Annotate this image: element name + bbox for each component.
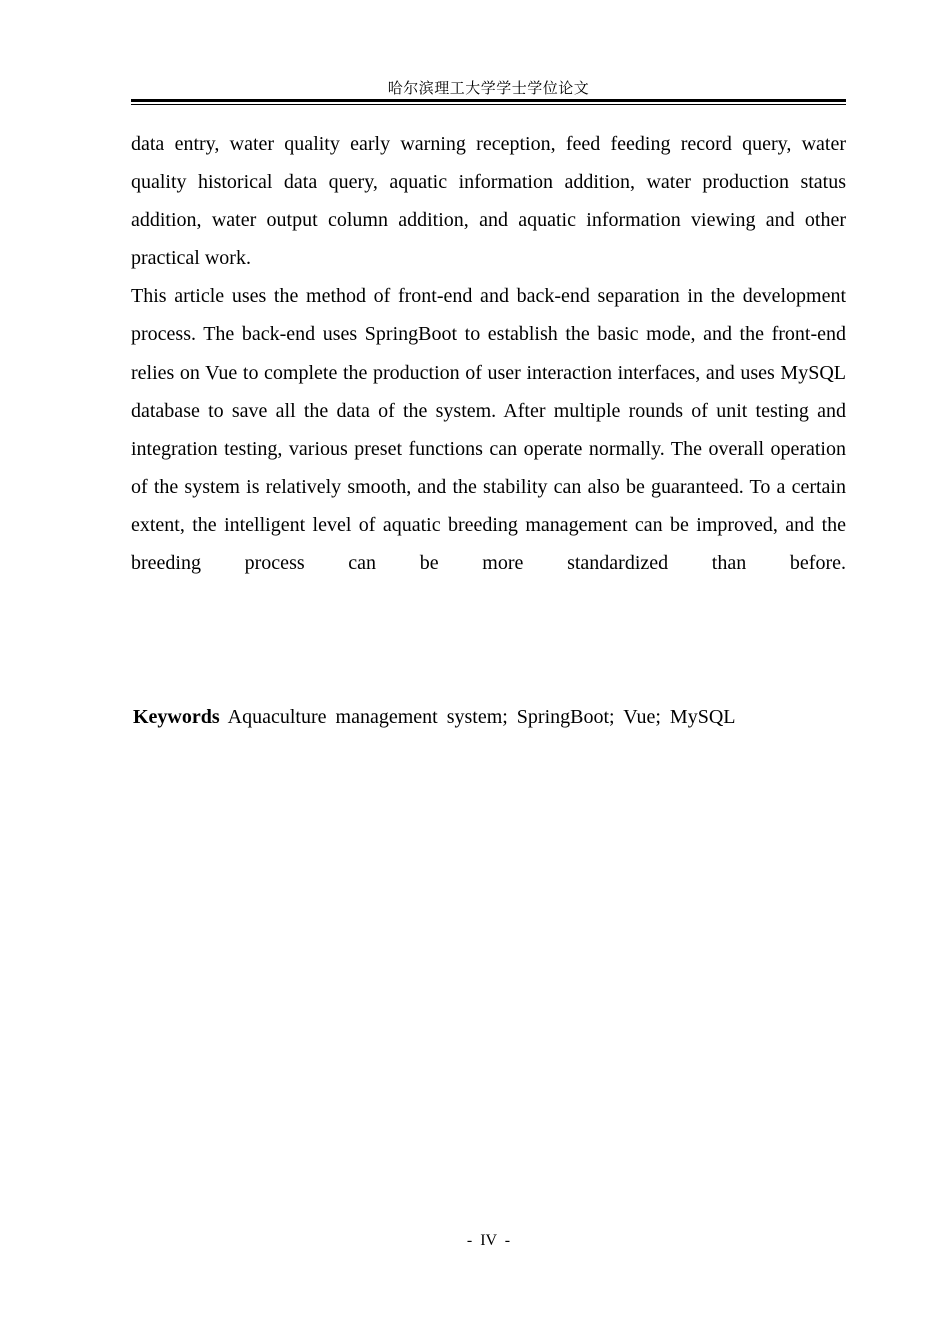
keywords-line	[133, 700, 846, 734]
header-rule-thin	[131, 104, 846, 105]
keywords-label: Keywords	[133, 706, 220, 728]
abstract-paragraph-1: data entry, water quality early warning reception, feed feeding record query, water quality historical data query, aquatic information addition, water production status addition, water output column addition, and aquatic information viewing and other practical work.	[131, 133, 846, 270]
page-number: - IV -	[466, 1232, 511, 1249]
running-header: 哈尔滨理工大学学士学位论文	[387, 79, 590, 97]
abstract-body	[131, 125, 846, 582]
header-rule-thick	[131, 99, 846, 102]
keywords-value: Aquaculture management system; SpringBoot; Vue; MySQL	[227, 706, 736, 728]
abstract-paragraph-2: This article uses the method of front-end and back-end separation in the development process. The back-end uses SpringBoot to establish the basic mode, and the front-end relies on Vue to complete the production of user interaction interfaces, and uses MySQL database to save all the data of the system. After multiple rounds of unit testing and integration testing, various preset functions can operate normally. The overall operation of the system is relatively smooth, and the stability can also be guaranteed. To a certain extent, the intelligent level of aquatic breeding management can be improved, and the breeding process can be more standardized than before.	[131, 285, 846, 575]
